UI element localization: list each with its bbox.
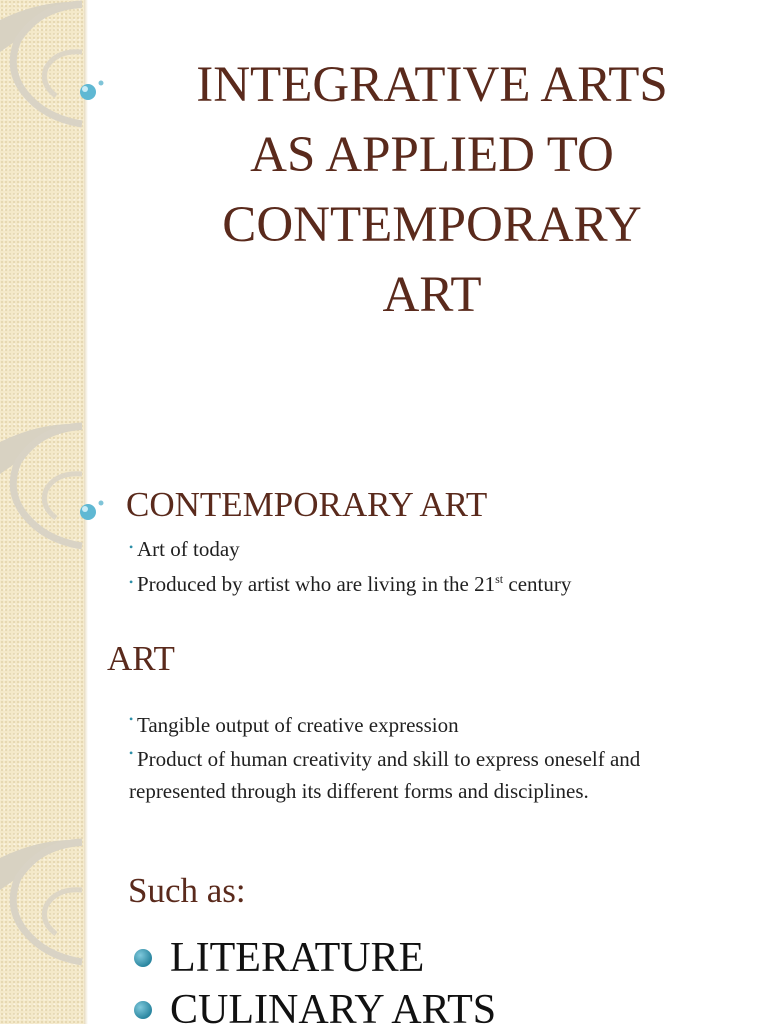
contemporary-art-definition-list [129, 537, 749, 607]
such-as-heading: Such as: [128, 871, 246, 910]
art-form-label: CULINARY ARTS [170, 987, 497, 1033]
ordinal-suffix: st [495, 572, 504, 586]
slide-title [120, 50, 744, 330]
list-item-text: Tangible output of creative expression [137, 713, 459, 737]
art-heading: ART [107, 639, 175, 678]
bullet-icon: • [129, 712, 134, 726]
slide-title-line: CONTEMPORARY [222, 197, 642, 253]
bullet-icon: • [129, 540, 134, 554]
slide-title-line: ART [382, 267, 482, 323]
list-item-text: Produced by artist who are living in the 21 [137, 572, 496, 596]
swirl-pearl-ornament-icon [0, 422, 112, 552]
list-item-text: Art of today [137, 537, 240, 561]
list-item-text-tail: century [503, 572, 572, 596]
list-item [129, 572, 749, 596]
bullet-icon: • [129, 575, 134, 589]
swirl-pearl-ornament-icon [0, 838, 112, 968]
swirl-pearl-ornament-icon [0, 0, 112, 130]
list-item [129, 537, 749, 561]
list-item [134, 984, 496, 1036]
slide-title-line: INTEGRATIVE ARTS [196, 57, 668, 113]
list-item-text: Product of human creativity and skill to express oneself and represented through its different forms and disciplines. [129, 747, 641, 803]
list-item [134, 932, 496, 984]
contemporary-art-heading: CONTEMPORARY ART [126, 485, 488, 524]
slide-title-line: AS APPLIED TO [250, 127, 614, 183]
art-form-label: LITERATURE [170, 935, 425, 981]
round-bullet-icon [134, 1001, 152, 1019]
round-bullet-icon [134, 949, 152, 967]
list-item [129, 709, 739, 741]
list-item [129, 743, 739, 807]
art-forms-list [134, 932, 496, 1036]
bullet-icon: • [129, 746, 134, 760]
art-definition-list [129, 709, 739, 807]
